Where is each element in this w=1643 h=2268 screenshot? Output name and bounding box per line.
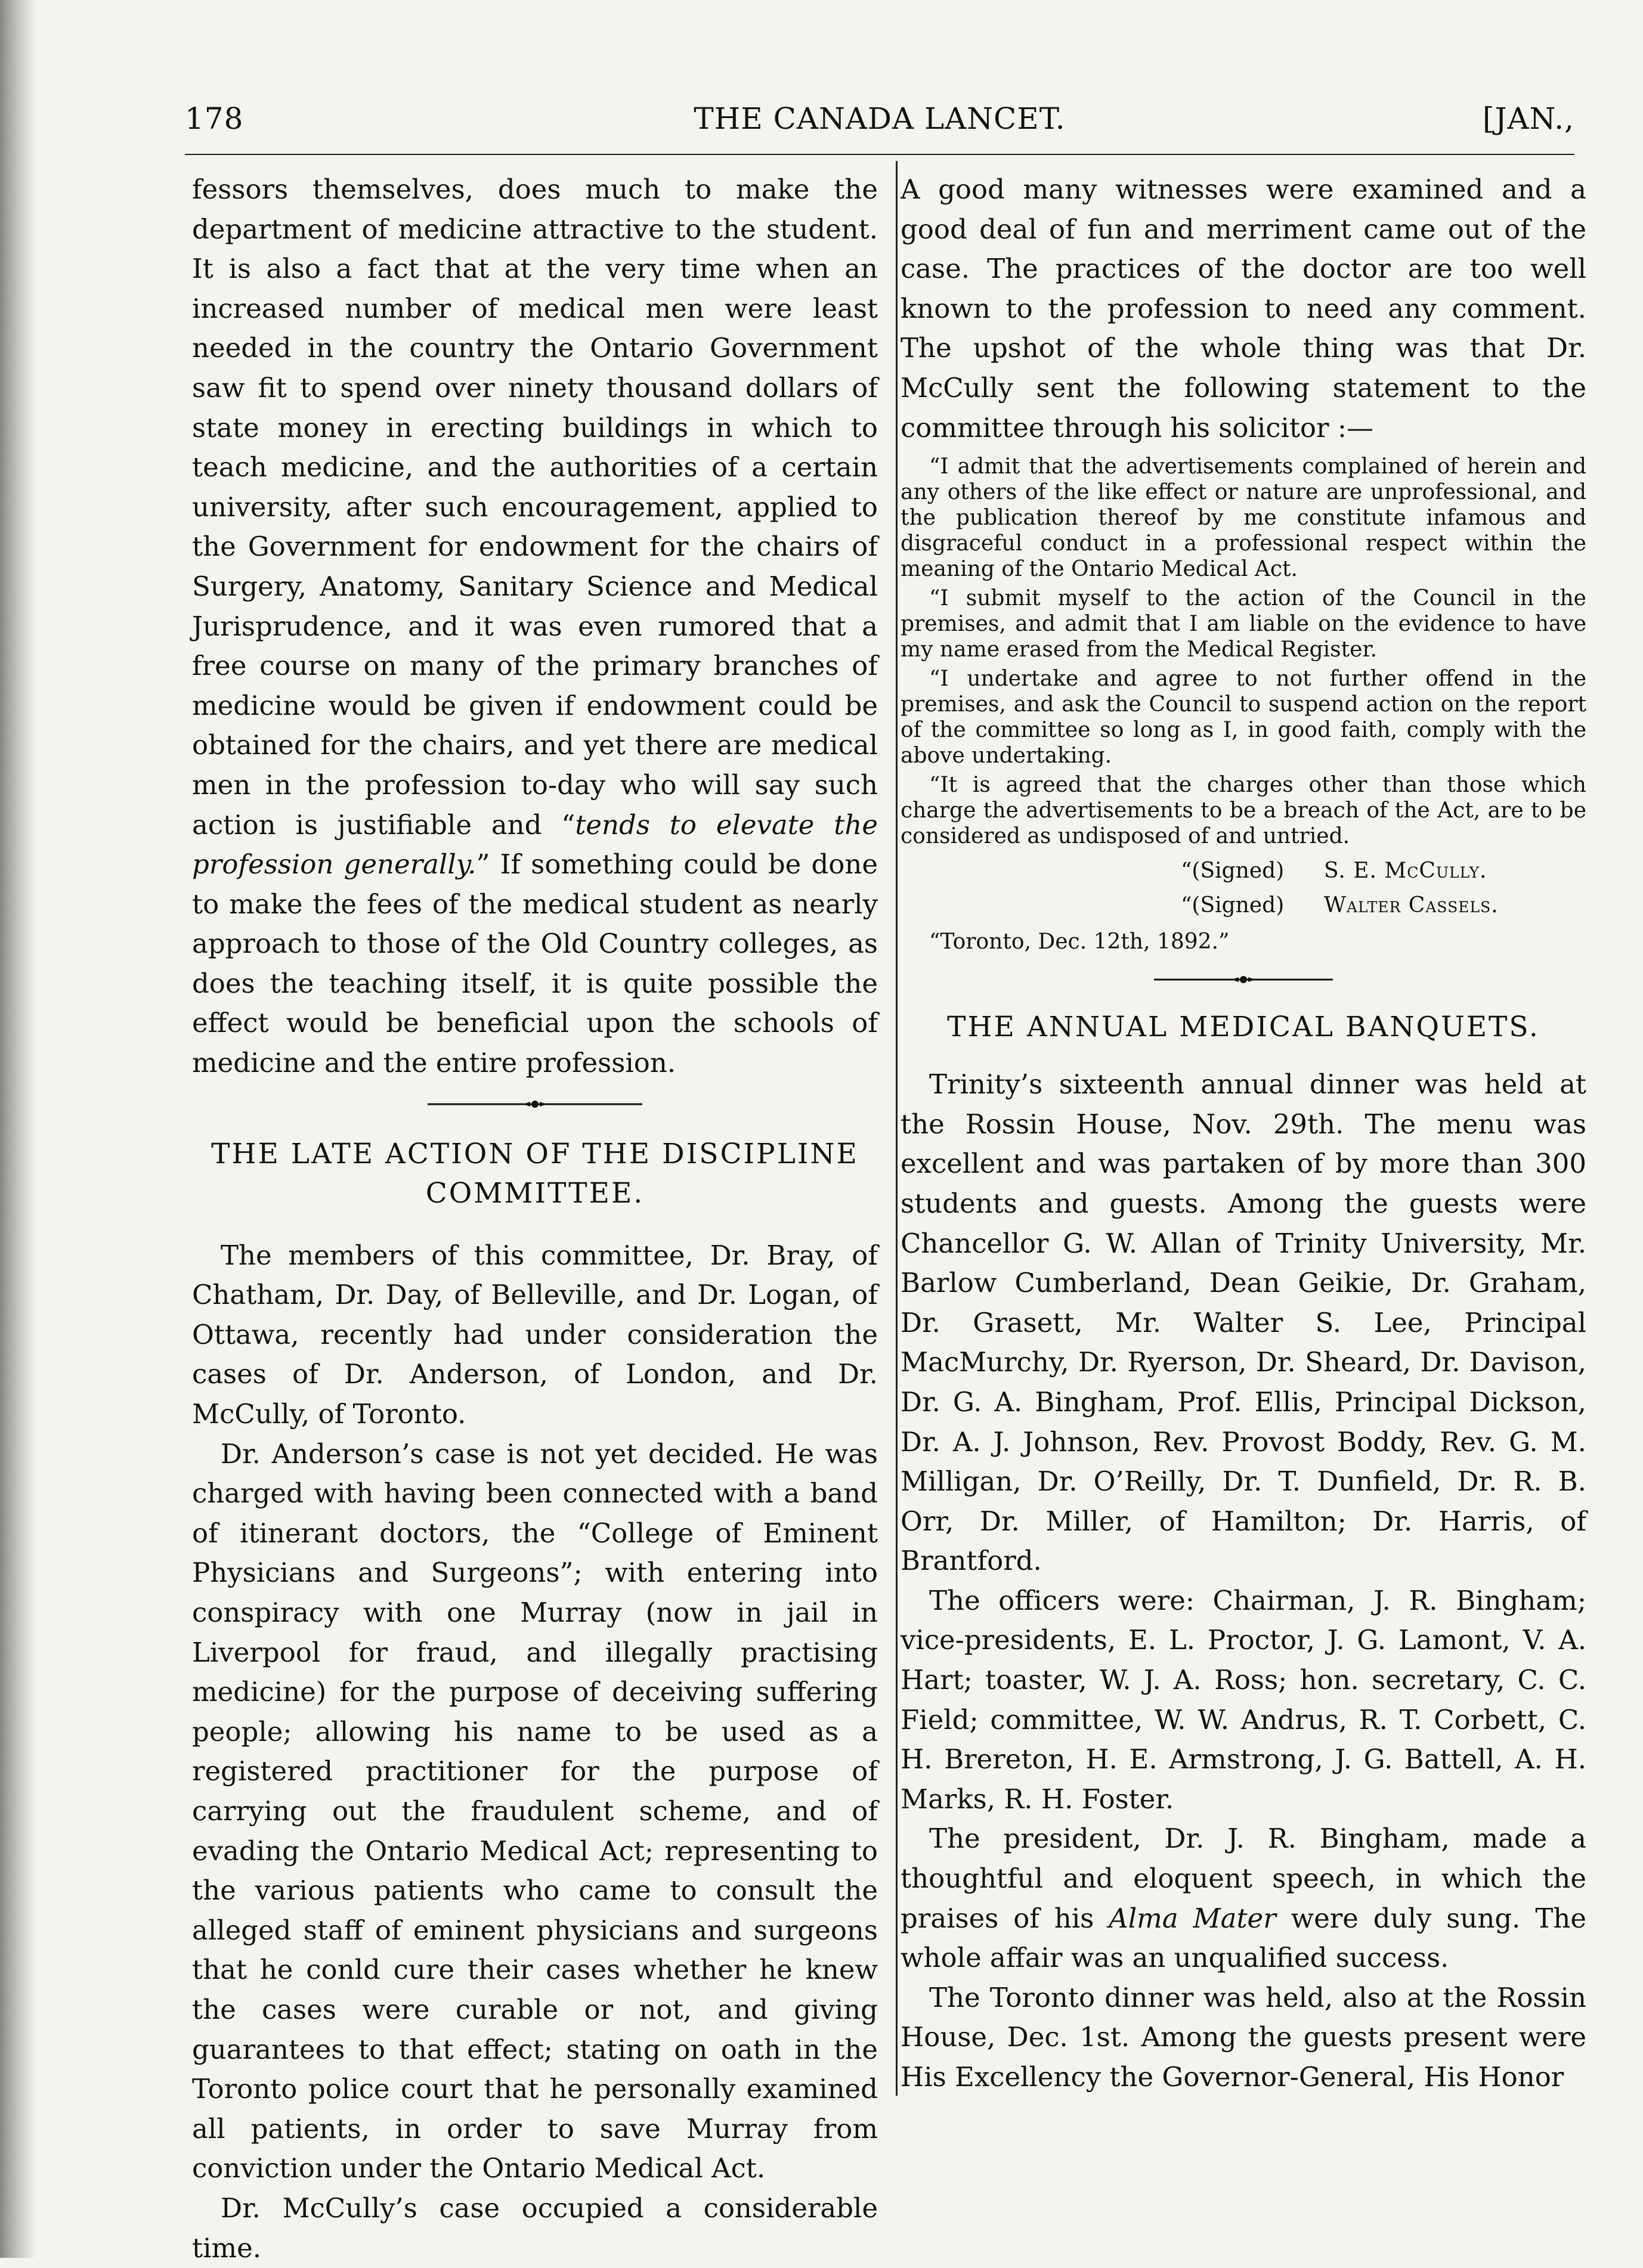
signature-block xyxy=(901,854,1586,923)
signature-line xyxy=(901,854,1586,888)
article-heading-banquets: THE ANNUAL MEDICAL BANQUETS. xyxy=(947,1011,1540,1044)
section-divider xyxy=(901,959,1586,1006)
page-number: 178 xyxy=(185,101,244,136)
signature-label: “(Signed) xyxy=(1181,859,1285,884)
editorial-text-continued: ” If something could be done to make the fees of the medical student as nearly approach to those of the Old Country colleges, as does the teaching itself, it is quite possible the effect would be beneficial upon the schools of medicine and the entire profession. xyxy=(192,848,878,1079)
article-paragraph: Trinity’s sixteenth annual dinner was held at the Rossin House, Nov. 29th. The menu was excellent and was partaken of by more than 300 students and guests. Among the guests were Chancellor G. W. Allan of Trinity University, Mr. Barlow Cumberland, Dean Geikie, Dr. Graham, Dr. Grasett, Mr. Walter S. Lee, Principal MacMurchy, Dr. Ryerson, Dr. Sheard, Dr. Davison, Dr. G. A. Bingham, Prof. Ellis, Principal Dickson, Dr. A. J. Johnson, Rev. Provost Boddy, Rev. G. M. Milligan, Dr. O’Reilly, Dr. T. Dunfield, Dr. R. B. Orr, Dr. Miller, of Hamilton; Dr. Harris, of Brantford. xyxy=(901,1068,1586,1577)
statement-dateline: “Toronto, Dec. 12th, 1892.” xyxy=(929,929,1230,955)
signature-line xyxy=(901,888,1586,923)
article-paragraph xyxy=(901,1819,1586,1978)
divider-ornament-icon xyxy=(428,1100,642,1108)
paragraph-text: The president, Dr. J. R. Bingham, made a thoughtful and eloquent speech, in which the praises of his xyxy=(901,1823,1586,1934)
signature-name: Walter Cassels. xyxy=(1324,893,1499,918)
signature-name: S. E. McCully. xyxy=(1324,859,1487,884)
mccully-statement xyxy=(901,454,1586,849)
left-column xyxy=(192,170,878,2268)
header-rule xyxy=(185,154,1574,155)
article-paragraph: Dr. Anderson’s case is not yet decided. He was charged with having been connected with a band of itinerant doctors, the “College of Eminent Physicians and Surgeons”; with entering into conspiracy with one Murray (now in jail in Liverpool for fraud, and illegally practising medicine) for the purpose of deceiving suffering people; allowing his name to be used as a registered practitioner for the purpose of carrying out the fraudulent scheme, and of evading the Ontario Medical Act; representing to the various patients who came to consult the alleged staff of eminent physicians and surgeons that he conld cure their cases whether he knew the cases were curable or not, and giving guarantees to that effect; stating on oath in the Toronto police court that he personally examined all patients, in order to save Murray from conviction under the Ontario Medical Act. xyxy=(192,1437,878,2185)
article-paragraph: The Toronto dinner was held, also at the Rossin House, Dec. 1st. Among the guests present were His Excellency the Governor-General, His Honor xyxy=(901,1981,1586,2093)
statement-paragraph: “It is agreed that the charges other than those which charge the advertisements to be a breach of the Act, are to be considered as undisposed of and untried. xyxy=(901,773,1586,849)
journal-title: THE CANADA LANCET. xyxy=(694,101,1066,136)
page-edge-shadow xyxy=(0,0,36,2258)
alma-mater-italic: Alma Mater xyxy=(1109,1902,1276,1934)
article-paragraph: Dr. McCully’s case occupied a considerable time. xyxy=(192,2192,878,2264)
statement-paragraph: “I undertake and agree to not further offend in the premises, and ask the Council to suspend action on the report of the committee so long as I, in good faith, comply with the above undertaking. xyxy=(901,667,1586,769)
article-paragraph: The officers were: Chairman, J. R. Bingham; vice-presidents, E. L. Proctor, J. G. Lamont, V. A. Hart; toaster, W. J. A. Ross; hon. secretary, C. C. Field; committee, W. W. Andrus, R. T. Corbett, C. H. Brereton, H. E. Armstrong, J. G. Battell, A. H. Marks, R. H. Foster. xyxy=(901,1584,1586,1815)
editorial-italic-quote: tends to elevate the profession generally. xyxy=(192,808,878,881)
divider-ornament-icon xyxy=(1154,975,1333,984)
article-heading-discipline: THE LATE ACTION OF THE DISCIPLINE COMMITTEE. xyxy=(211,1137,859,1210)
section-divider xyxy=(192,1083,878,1131)
column-rule xyxy=(896,161,898,2096)
right-column xyxy=(901,170,1586,2097)
paragraph-text-continued: were duly sung. The whole affair was an unqualified success. xyxy=(901,1902,1586,1974)
article-paragraph: The members of this committee, Dr. Bray, of Chatham, Dr. Day, of Belleville, and Dr. Logan, of Ottawa, recently had under consideration the cases of Dr. Anderson, of London, and Dr. McCully, of Toronto. xyxy=(192,1239,878,1430)
running-header xyxy=(185,101,1574,149)
statement-paragraph: “I admit that the advertisements complained of herein and any others of the like effect or nature are unprofessional, and the publication thereof by me constitute infamous and disgraceful conduct in a professional respect within the meaning of the Ontario Medical Act. xyxy=(901,454,1586,582)
continuation-paragraph: A good many witnesses were examined and a good deal of fun and merriment came out of the case. The practices of the doctor are too well known to the profession to need any comment. The upshot of the whole thing was that Dr. McCully sent the following statement to the committee through his solicitor :— xyxy=(901,173,1586,444)
signature-label: “(Signed) xyxy=(1181,893,1285,918)
statement-paragraph: “I submit myself to the action of the Council in the premises, and admit that I am liable on the evidence to have my name erased from the Medical Register. xyxy=(901,586,1586,662)
editorial-paragraph xyxy=(192,170,878,1083)
issue-month: [JAN., xyxy=(1483,101,1574,136)
editorial-text: fessors themselves, does much to make the department of medicine attractive to the student. It is also a fact that at the very time when an increased number of medical men were least needed in the country the Ontario Government saw fit to spend over ninety thousand dollars of state money in erecting buildings in which to teach medicine, and the authorities of a certain university, after such encouragement, applied to the Government for endowment for the chairs of Surgery, Anatomy, Sanitary Science and Medical Jurisprudence, and it was even rumored that a free course on many of the primary branches of medicine would be given if endowment could be obtained for the chairs, and yet there are medical men in the profession to-day who will say such action is justifiable and “ xyxy=(192,173,878,841)
